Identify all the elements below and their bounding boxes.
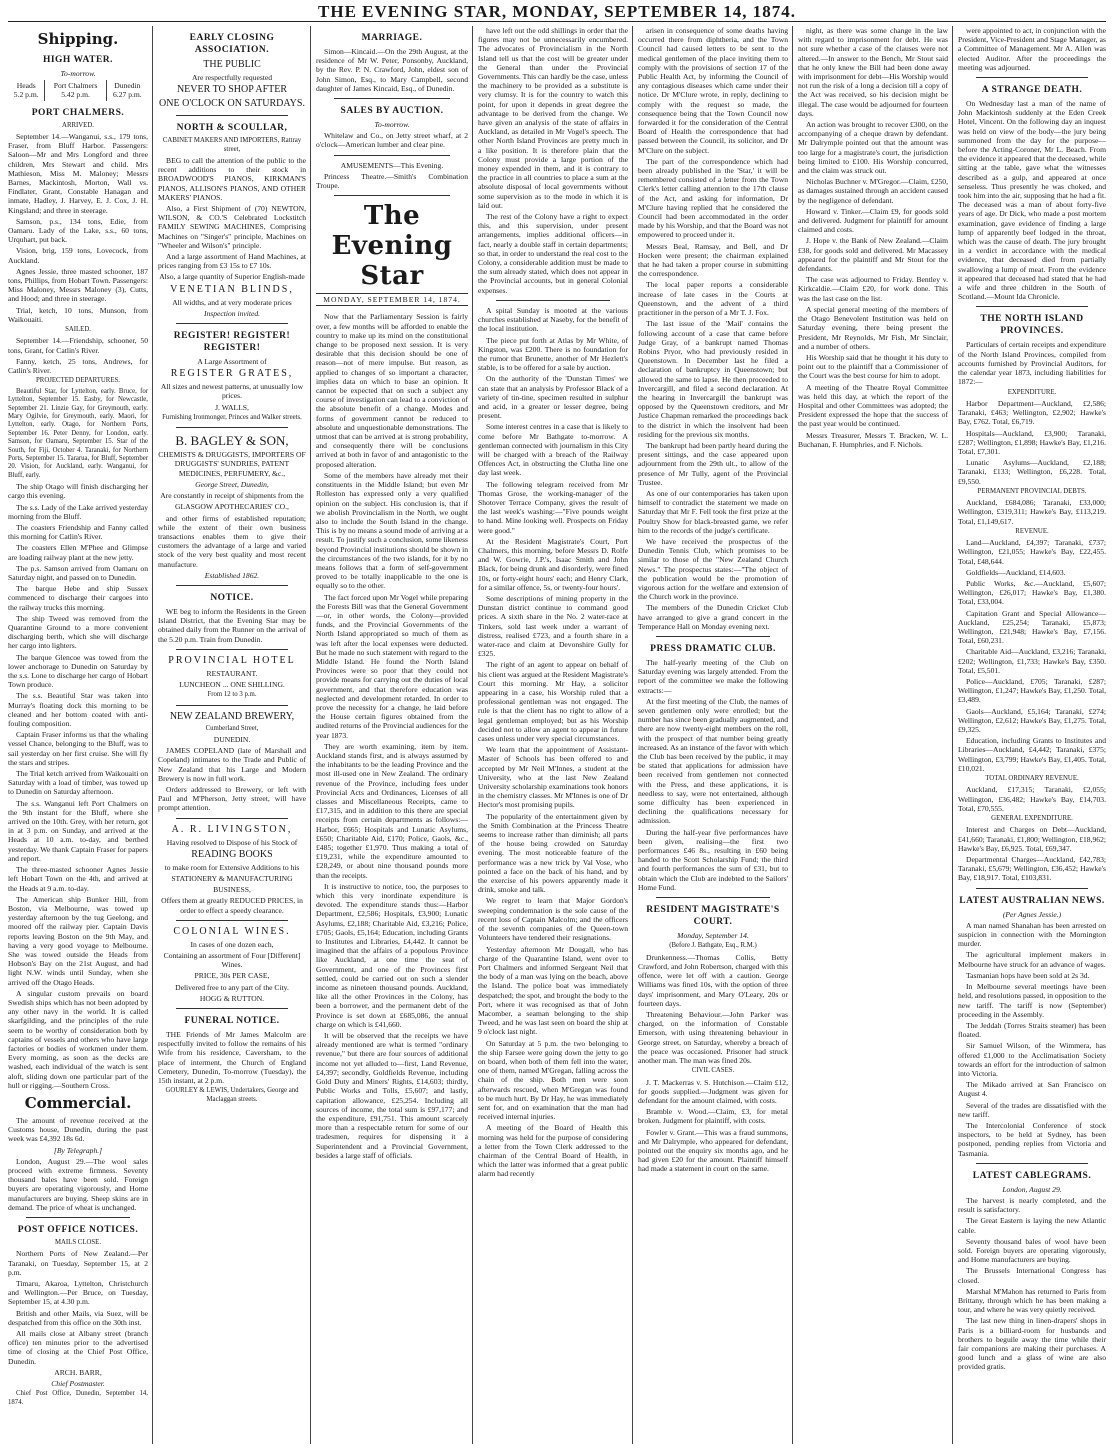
hw-port-chalmers: Port Chalmers 5.42 p.m.: [45, 80, 106, 100]
news-item: The popularity of the entertainment given by the Smith Combination at the Princess Theatre seems to increase rather than diminish; all parts of the house being crowded on Saturday evening. The most noticeable feature of the performance was a new trick by Val Vose, who pointed a face on the back of his hand, and by the exercise of his powers apparently made it drink, smoke and talk.: [478, 811, 628, 895]
arrival-entry: Vision, brig, 159 tons, Lovecock, from Auckland.: [8, 246, 148, 265]
editorial-paragraph: It will be observed that the receipts we have already mentioned are what is termed "ordinary revenue," but there are four sources of additional income not yet alluded to—first, Land Revenue, £4,397; secondly, Goldfields Revenue, including Gold Duty and Miners' Rights, £14,603; thirdly, Public Works and Tolls, £5,607; and lastly, capitation allowance, £25,254. Including all sources of income, the total sum is £97,177; and the expenditure, £91,751. This amount scarcely more than a respectable return for some of our tradesmen, requires for dispensing it a Superintendent and a Provincial Government, besides a large staff of officials.: [316, 1031, 468, 1160]
news-item: A meeting of the Theatre Royal Committee was held this day, at which the report of the Hospital and other Committees was adopted; the President expressed the hope that the success of the past year would be continued.: [798, 382, 948, 429]
news-item: The following telegram received from Mr Thomas Grose, the working-manager of the Shotover Terrace Company, gives the result of the last week's washing:—"Five pounds weight to hand. Mine looking well. Prospects on Friday were good.": [478, 479, 628, 535]
telegraph-label: [By Telegraph.]: [53, 1145, 103, 1155]
north-island-entry: Harbor Department—Auckland, £2,586; Taranaki, £463; Wellington, £2,902; Hawke's Bay, £762. Total, £6,719.: [958, 398, 1106, 427]
shipping-news-item: The barque Glencoe was towed from the lower anchorage to Dunedin on Saturday by the s.s. Lone to discharge her cargo of Hobart Town produce.: [8, 652, 148, 690]
ad-body: BUSINESS,: [213, 885, 251, 895]
arrival-entry: Trial, ketch, 10 tons, Munson, from Waikouaiti.: [8, 305, 148, 324]
divider: [176, 1008, 288, 1009]
north-island-entry: Auckland, £17,315; Taranaki, £2,055; Wellington, £36,482; Hawke's Bay, £14,703. Total, £70,555.: [958, 785, 1106, 813]
divider: [334, 195, 450, 196]
divider: [176, 323, 288, 324]
north-island-entry: Departmental Charges—Auckland, £42,783; Taranaki, £5,679; Wellington, £36,452; Hawke's Bay, £18,917. Total, £103,831.: [958, 855, 1106, 883]
register-grates: REGISTER GRATES,: [170, 368, 294, 380]
postmaster-title: Chief Postmaster.: [51, 1379, 105, 1389]
ad-body: In cases of one dozen each,: [190, 939, 274, 949]
shipping-news-item: Captain Fraser informs us that the whaling vessel Chance, belonging to the Bluff, was to sail yesterday on her first cruise. She will fly the stars and stripes.: [8, 730, 148, 767]
column-7: [958, 26, 1106, 1444]
court-case: Fowler v. Grant.—This was a fraud summons, and Mr Dalrymple, who appeared for defendant, pointed out the enquiry six months ago, and he had given £20 for the amount. Plaintiff himself had made a statement in court on the same.: [638, 1127, 788, 1174]
port-chalmers-title: PORT CHALMERS.: [31, 107, 125, 118]
north-island-entry: Goldfields—Auckland, £14,603.: [966, 567, 1066, 577]
sales-item: Whitelaw and Co., on Jetty street wharf, at 2 o'clock—American lumber and clear pine.: [316, 131, 468, 150]
news-item: were appointed to act, in conjunction with the President, Vice-President and Stage Manager, as a Committee of Management. Mr A. Allen was elected Auditor. After the proceedings the meeting was adjourned.: [958, 26, 1106, 72]
ad-signature: J. WALLS,: [215, 402, 249, 412]
divider: [176, 115, 288, 116]
north-island-entry: Education, including Grants to Institutes and Libraries—Auckland, £4,442; Taranaki, £375; Wellington, £3,799; Hawke's Bay, £1,405. Total, £10,021.: [958, 736, 1106, 773]
north-island-entry: Hospitals—Auckland, £3,900; Taranaki, £287; Wellington, £1,898; Hawke's Bay, £1,216. Total, £7,301.: [958, 428, 1106, 456]
divider: [176, 649, 288, 650]
divider: [976, 306, 1088, 307]
court-case: J. Hope v. the Bank of New Zealand.—Claim £38, for goods sold and delivered. Mr Macassey appeared for the plaintiff and Mr Stout for the defendants.: [798, 236, 948, 274]
court-case: Howard v. Tinker.—Claim £9, for goods sold and delivered. Judgment for plaintiff for amount claimed and costs.: [798, 206, 948, 235]
north-island-entry: Charitable Aid—Auckland, £3,216; Taranaki, £202; Wellington, £1,733; Hawke's Bay, £350. Total, £5,501.: [958, 647, 1106, 675]
cablegram-item: Seventy thousand bales of wool have been sold. Foreign buyers are operating vigorously, and Home manufacturers are buying.: [958, 1236, 1106, 1265]
divider: [176, 427, 288, 428]
news-item: We regret to learn that Major Gordon's sweeping condemnation is the sole cause of the recent loss of Captain Malcolm; and the officers of the seventh companies of the Queen-town Volunteers have tendered their resignations.: [478, 896, 628, 943]
divider: [176, 920, 288, 921]
shipping-news-item: The s.s. Beautiful Star was taken into Murray's floating dock this morning to be cleaned and her bottom coated with anti-fouling composition.: [8, 691, 148, 729]
australian-news-item: The agricultural implement makers in Melbourne have struck for an advance of wages.: [958, 950, 1106, 969]
north-scoullar-subtitle: CABINET MAKERS AND IMPORTERS, Rattray street,: [162, 137, 302, 153]
ad-body: All widths, and at very moderate prices: [172, 297, 292, 307]
column-rule: [152, 26, 153, 1444]
high-water-table: [8, 80, 148, 100]
cablegram-item: The Great Eastern is laying the new Atlantic cable.: [958, 1216, 1106, 1235]
ad-body: WE beg to inform the Residents in the Green Island District, that the Evening Star may be obtained daily from the Runner on the arrival of the 5.20 p.m. Train from Dunedin.: [158, 606, 306, 644]
news-item: We have received the prospectus of the Dunedin Tennis Club, which promises to be similar to those of the "New Zealand Church News." The prospectus states:—"The object of the publication would be the promotion of vigorous action for the welfare and extension of the Church work in the province.: [638, 536, 788, 602]
sales-title: SALES BY AUCTION.: [340, 106, 444, 117]
shipping-news-item: The ship Otago will finish discharging her cargo this evening.: [8, 482, 148, 501]
projected-departures: Beautiful Star, for Lyttelton, early. Bruce, for Lyttelton, September 15. Easby, for Newcastle, September 21. Linzie Gay, for Greymouth, early. Mary Ogilvie, for Greymouth, early. Maori, for Lyttelton, early. Otago, for Northern Ports, September 16. Peter Denny, for London, early. Samson, for Oamaru, September 15. Star of the South, for Fiji, October 4. Taranaki, for Northern Ports, September 15. Tararua, for Bluff, September 20. Vision, for Auckland, early. Wanganui, for Bluff, early.: [8, 387, 148, 479]
ad-body: Orders addressed to Brewery, or left with Paul and M'Pherson, Jetty street, will have prompt attention.: [158, 784, 306, 813]
ad-body: GLASGOW APOTHECARIES' CO.,: [175, 502, 289, 512]
cablegrams-dateline: London, August 29.: [1002, 1184, 1062, 1194]
register-title: REGISTER! REGISTER! REGISTER!: [173, 331, 291, 354]
court-case: An action was brought to recover £300, on the accompanying of a cheque drawn by defendant. Mr Dalrymple pointed out that the amount was too large for a magistrate's court, the jurisdiction being limited to £100. His Worship concurred, and the claim was struck out.: [798, 120, 948, 176]
divider: [176, 585, 288, 586]
sailing-entry: September 14.—Friendship, schooner, 50 tons, Grant, for Catlin's River.: [8, 336, 148, 355]
news-item: We learn that the appointment of Assistant-Master of Schools has been offered to and accepted by Mr Neil M'Innes, a student at the University, who at the last New Zealand University scholarship examinations took honors in the chemistry classes. Mr M'Innes is one of Dr Hector's most promising pupils.: [478, 745, 628, 810]
editorial-paragraph: The rest of the Colony have a right to expect this, and this supervision, under present arrangements, implies additional officers—in fact, nearly a double staff in certain departments; so that, in order to understand the real cost to the Colony, a considerable addition must be made to the sum already stated, which does not appear in the Provincial accounts, but in general Colonial expenses.: [478, 212, 628, 295]
news-item: A special general meeting of the members of the Otago Benevolent Institution was held on Saturday evening, there being present the President, Mr Reynolds, Mr Fish, Mr Sinclair, and a number of others.: [798, 304, 948, 351]
arrival-entry: Agnes Jessie, three masted schooner, 187 tons, Phillips, from Hobart Town. Passengers: Miss Maloney, Messrs Maloney (3), Cutts, and Hood; and three in steerage.: [8, 266, 148, 304]
early-closing-line: ONE O'CLOCK ON SATURDAYS.: [159, 98, 305, 110]
arrived-label: ARRIVED.: [62, 121, 94, 129]
post-notice: British and other Mails, via Suez, will be despatched from this office on the 30th inst.: [8, 1308, 148, 1327]
australian-news-item: In Melbourne several meetings have been held, and resolutions passed, in opposition to the new tariff. The tariff is now (September) proceeding in the Assembly.: [958, 982, 1106, 1019]
news-item: The part of the correspondence which had been already published in the 'Star,' it will be remembered consisted of a letter from the Town Clerk's letter calling attention to the 17th clause of the Act, and asking for information, Dr M'Clure having replied that he considered the Council had been accommodated in the order made by his Worship, and that the Board was not empowered to proceed under it.: [638, 156, 788, 240]
court-case: Bramble v. Wood.—Claim, £3, for metal broken. Judgment for plaintiff, with costs.: [638, 1107, 788, 1126]
divider: [976, 1163, 1088, 1164]
news-item: Messrs Beal, Ramsay, and Bell, and Dr Hocken were present; the chairman explained that he had taken a proper course in submitting the correspondence.: [638, 241, 788, 279]
shipping-news-item: The s.s. Lady of the Lake arrived yesterday morning from the Bluff.: [8, 502, 148, 521]
north-island-section: GENERAL EXPENDITURE.: [991, 815, 1073, 823]
news-item: As one of our contemporaries has taken upon himself to contradict the statement we made on Saturday that Mr F. Fell took the first prize at the Poultry Show for black-breasted game, we refer him to the records of the judge's certificate.: [638, 488, 788, 535]
column-2: [158, 26, 306, 1444]
editorial-paragraph: Some of the members have already met their constituents in the Middle Island; but even Mr Rolleston has expressed only a very qualified opinion on the subject. His conclusion is, that if we abolish Provincialism in the North, we ought also to include the South Island in the change. This is by no means a sound mode of arriving at a result. To justify such a conclusion, some likeness beyond Provincial institutions should be shown in the circumstances of the two islands, for it by no means follows that a form of self-government proved to be totally inapplicable to the one is equally so to the other.: [316, 470, 468, 591]
north-island-section: TOTAL ORDINARY REVENUE.: [985, 775, 1079, 783]
postmaster-name: ARCH. BARR,: [54, 1367, 102, 1377]
editorial-dateline: MONDAY, SEPTEMBER 14, 1874.: [316, 293, 468, 306]
amusements-item: Princess Theatre.—Smith's Combination Troupe.: [316, 171, 468, 191]
court-case: Threatening Behaviour.—John Parker was charged, on the information of Constable Emerson, with using threatening behaviour in George street, on Saturday, whereby a breach of the peace was occasioned. Prisoner had struck another man. The man was fined 20s.: [638, 1009, 788, 1065]
news-item: Some descriptions of mining property in the Dunstan district continue to command good prices. A sixth share in the No. 2 water-race at Tinkers, sold last week under a warrant of distress, realised £723, and a fourth share in a water-race and claim at Devonshire Gully for £325.: [478, 593, 628, 659]
court-case: night, as there was some change in the law with regard to imprisonment for debt. He was not sure whether a case of the clauses were not altered.—In answer to the Bench, Mr Stout said that he only knew the Bill had been done away with imprisonment for debt—His Worship would not run the risk of a long a decision till a copy of the Act was received, so his decision might be illegal. The case would be adjourned for fourteen days.: [798, 26, 948, 118]
shipping-news-item: The coasters Friendship and Fanny called this morning for Catlin's River.: [8, 522, 148, 542]
column-6: [798, 26, 948, 1444]
ad-body: Containing an assortment of Four [Different] Wines.: [163, 951, 301, 970]
divider: [656, 897, 770, 898]
news-item: On the authority of the 'Dunstan Times' we can state that an analysis by Professor Black of a variety of tin-tine, specimen resulted in sulphur and acid, in a greater or lesser degree, being present.: [478, 374, 628, 421]
news-item: A spital Sunday is mooted at the various churches established at Naseby, for the benefit of the local institution.: [478, 305, 628, 334]
ad-body: LUNCHEON ... ONE SHILLING.: [179, 679, 285, 689]
hw-heads: Heads 5.2 p.m.: [13, 81, 39, 100]
editorial-paragraph: The fact forced upon Mr Vogel while preparing the Forests Bill was that the General Government—or, in other words, the Colony—provided funds, and the Provincial Governments of the North Island appropriated so much of them as was left after the local expenses were deducted. But he made no such statement with regard to the Middle Island. He found the North Island Provinces were so poor that they could not provide means for carrying out the duties of local government, and that therefore education was neglected and development retarded. In order to prove the necessity for a change, he laid before the House certain figures obtained from the audited returns of the Provincial audiences for the year 1873.: [316, 592, 468, 740]
ad-body: DUNEDIN.: [213, 734, 251, 744]
cablegram-item: The last new thing in linen-drapers' shops in Paris is a billiard-room for husbands and brothers to beguile away the time while their fair companions are making their purchases. A good lunch and a glass of wine are also provided gratis.: [958, 1316, 1106, 1372]
hotel-title: PROVINCIAL HOTEL: [168, 654, 296, 666]
divider: [656, 636, 770, 637]
news-item: Yesterday afternoon Mr Dougall, who has charge of the Quarantine Island, went over to Port Chalmers and informed Sergeant Neil that the body of a man was lying on the beach, above the Island. The police boat was immediately despatched; the spot, and brought the body to the Port, where it was recognised as that of John Macomber, a seaman belonging to the ship Tweed, and he was last seen on board the ship at 9 o'clock last night.: [478, 944, 628, 1037]
column-1: [8, 26, 148, 1444]
page-header: [0, 0, 1114, 22]
shipping-news-item: The ship Tweed was removed from the Quarantine Ground to a more convenient discharging berth, which she will discharge her cargo into lighters.: [8, 613, 148, 651]
early-closing-line: NEVER TO SHOP AFTER: [176, 84, 288, 96]
news-item: The bankrupt had been partly heard during the present sittings, and the case appeared upon adjournment from the 29th ult., to allow of the presence of Mr Tully, agent of the Provincial Trustee.: [638, 440, 788, 487]
north-island-entry: Public Works, &c.—Auckland, £5,607; Wellington, £26,017; Hawke's Bay, £1,380. Total, £33,004.: [958, 578, 1106, 607]
divider: [496, 300, 610, 301]
ad-body: Having resolved to Dispose of his Stock of: [166, 837, 298, 847]
venetian-blinds: VENETIAN BLINDS,: [170, 283, 294, 295]
arrival-entry: Samson, p.s., 134 tons, Edie, from Oamaru. Lady of the Lake, s.s., 60 tons, Urquhart, put back.: [8, 216, 148, 245]
ad-signature: GOURLEY & LEWIS, Undertakers, George and Maclaggan streets.: [165, 1087, 299, 1103]
projected-departures-label: PROJECTED DEPARTURES.: [36, 377, 120, 385]
high-water-title: HIGH WATER.: [42, 55, 114, 65]
marriage-notice: Simon—Kincaid.—On the 29th August, at the residence of Mr W. Peter, Ponsonby, Auckland, by the Rev. P. N. Crawford, John, eldest son of John Simon, Esq., to Mary Campbell, second daughter of James Kincaid, Esq., of Dunedin.: [316, 47, 468, 93]
north-island-section: PERMANENT PROVINCIAL DEBTS.: [977, 487, 1087, 495]
rm-court-title: RESIDENT MAGISTRATE'S COURT.: [646, 905, 780, 928]
livingston-title: A. R. LIVINGSTON,: [171, 823, 293, 835]
australian-news-item: The Mikado arrived at San Francisco on August 4.: [958, 1080, 1106, 1099]
rm-court-date: Monday, September 14.: [677, 931, 749, 941]
ad-body: Are constantly in receipt of shipments from the: [160, 491, 304, 501]
news-item: His Worship said that he thought it his duty to point out to the plaintiff that a Commissioner of the Court was the best course for him to adopt.: [798, 352, 948, 381]
news-item: The local paper reports a considerable increase of late cases in the Courts at Queenstown, and the advent of a third practitioner in the person of a Mr T. J. Fox.: [638, 280, 788, 318]
strange-death-body: On Wednesday last a man of the name of John Mackintosh suddenly at the Eden Creek Hotel, Vincent. On the following day an inquest was held on view of the body—the jury being summoned from the day for the purpose—before the Acting-Coroner, Mr L. Beach. From the evidence it appeared that the deceased, while sitting at the table, gave what the witnesses described as a gulp, and appeared at once senseless. Thus presently he was choked, and took him into the air, supposing that he had a fit. The deceased was a man of about forty-five years of age. Dr Dick, who made a post mortem examination, gave evidence of finding a large lump of apparently beef lodged in the throat, which was the cause of death. The jury brought in a verdict in accordance with the medical evidence, that deceased died from partially swallowing a lump of meat. From the evidence it appeared that deceased had stated that he had a wife and three children in the South of Scotland.—Mount Ida Chronicle.: [958, 99, 1106, 302]
cablegram-item: The Brussels International Congress has closed.: [958, 1266, 1106, 1285]
post-notice: Northern Ports of New Zealand.—Per Taranaki, on Tuesday, September 15, at 2 p.m.: [8, 1249, 148, 1277]
wines-title: COLONIAL WINES.: [173, 925, 291, 937]
australian-news-item: Sir Samuel Wilson, of the Wimmera, has offered £1,000 to the Acclimatisation Society towards an effort for the introduction of salmon into Victoria.: [958, 1041, 1106, 1078]
north-island-entry: Lunatic Asylums—Auckland, £2,188; Taranaki, £133; Wellington, £6,228. Total, £9,550.: [958, 458, 1106, 486]
ad-body: RESTAURANT.: [206, 668, 258, 678]
ad-body: A Large Assortment of: [197, 357, 267, 367]
ad-body: and other firms of established reputation; while the extent of their own business transactions enables them to give their customers the advantage of a large and varied stock of the very best quality and most recent manufacture.: [158, 513, 306, 569]
ad-signature: Furnishing Ironmonger, Princes and Walker streets.: [162, 413, 302, 421]
ad-body: THE Friends of Mr James Malcolm are respectfully invited to follow the remains of his Wife from his residence, Caversham, to the place of interment, the Church of England Cemetery, Dunedin, To-morrow (Tuesday), the 15th instant, at 2 p.m.: [158, 1030, 306, 1086]
court-case: Nicholas Buchner v. M'Gregor.—Claim, £250, as damages sustained through an accident caused by the negligence of defendant.: [798, 177, 948, 205]
shipping-news-item: The p.s. Samson arrived from Oamaru on Saturday night, and passed on to Dunedin.: [8, 563, 148, 582]
ad-body: Inspection invited.: [203, 308, 261, 318]
editorial-paragraph: have left out the odd shillings in order that the figures may not be unnecessarily encumbered. The advocates of Provincialism in the North Island tell us that the cost will be greater under the General than under the Provincial Governments. This can hardly be the case, unless the machinery to be provided as a substitute is very clumsy. It is for the country to watch this point, for upon it depends in great degree the advantage to be derived from the change. We have given an analysis of the state of affairs in Auckland, as detailed in Mr Vogel's speech. The other North Island Provinces are pretty much in a like position. It is therefore plain that the Colony must provide a large portion of the money expended in them, and it is contrary to the practice in all countries to place a sum at the absolute disposal of local governments without some supervision as to the mode in which it is laid out.: [478, 26, 628, 210]
north-island-entry: Gaols—Auckland, £5,164; Taranaki, £274; Wellington, £2,612; Hawke's Bay, £1,275. Total, £9,325.: [958, 706, 1106, 735]
evening-star-masthead: The Evening Star: [331, 201, 453, 292]
shipping-news-item: The barque Hebe and ship Sussex commenced to discharge their cargoes into the railway trucks this morning.: [8, 584, 148, 612]
column-rule: [792, 26, 793, 1444]
divider: [976, 888, 1088, 889]
post-office-title: POST OFFICE NOTICES.: [17, 1225, 139, 1235]
mails-close-label: MAILS CLOSE.: [54, 1239, 102, 1246]
column-rule: [472, 26, 473, 1444]
arrival-entry: September 14.—Wanganui, s.s., 179 tons, Fraser, from Bluff Harbor. Passengers: Saloon—Mr and Mrs Longford and three children, Mrs Stewart and child. Mrs Mathieson, Miss M. Maloney; Messrs Barnes, Mackintosh, Morton, Wall vs. Findlater, Grant, Constable Hanagan and inmate, Hadley, J. Harvey, E. J. Cox, J. H. Kingsland; and three in steerage.: [8, 132, 148, 215]
court-case: The case was adjourned to Friday. Bentley v. Kirkcaldie.—Claim £20, for work done. This was the last case on the list.: [798, 275, 948, 303]
australian-news-item: The Intercolonial Conference of stock inspectors, to be held at Sydney, has been postponed, pending replies from Victoria and Tasmania.: [958, 1120, 1106, 1158]
amusements-title: AMUSEMENTS—This Evening.: [340, 160, 444, 170]
court-case: Drunkenness.—Thomas Collis, Betty Crawford, and John Robertson, charged with this offence, were let off with a caution. George Williams was fined 10s, with the option of three days' imprisonment, and Mary O'Leary, 20s or fourteen days.: [638, 952, 788, 1008]
press-paragraph: During the half-year five performances have been given, realising—the first two performances £46 8s., resulting in £60 being handed to the Scott Scholarship Fund; the third and fourth performances the sum of £31, but to obtain which the Club are indebted to the Sailors' Home Fund.: [638, 827, 788, 892]
ad-body: PRICE, 30s PER CASE,: [194, 971, 270, 981]
news-item: At the Resident Magistrate's Court, Port Chalmers, this morning, before Messrs D. Rolfe and W. Gowrie, J.P.'s, Isaac Smith and John Black, for being drunk and disorderly, were fined 10s, or forty-eight hours' each; and Henry Clark, for a similar offence, 5s, or twenty-four hours'.: [478, 536, 628, 592]
sales-subtitle: To-morrow.: [374, 120, 410, 130]
early-closing-title: EARLY CLOSING ASSOCIATION.: [189, 33, 275, 55]
north-island-section: EXPENDITURE.: [1007, 388, 1057, 396]
ad-body: George Street, Dunedin,: [195, 479, 269, 489]
commercial-item: London, August 29.—The wool sales proceed with extreme firmness. Seventy thousand bales have been sold. Foreign buyers are operating vigorously, and Home manufacturers are buying. Sheep skins are in demand. The price of wheat is unchanged.: [8, 1156, 148, 1212]
bagley-title: B. BAGLEY & SON,: [175, 433, 289, 449]
post-notice: Timaru, Akaroa, Lyttelton, Christchurch and Wellington.—Per Bruce, on Tuesday, September 15, at 4.30 p.m.: [8, 1279, 148, 1307]
press-paragraph: At the first meeting of the Club, the names of seven gentlemen only were enrolled; but the number has since been gradually augmented, and there are now twenty-eight members on the roll, with the prospect of that number being greatly increased. As an instance of the favor with which the Club has been received by the public, it may be stated that applications for admission have been received from gentlemen not connected with the Press, and these applications, it is needless to say, were not entertained, although some difficulty has been experienced in declining the qualifications necessary for admission.: [638, 696, 788, 826]
civil-cases-label: CIVIL CASES.: [691, 1067, 735, 1075]
australian-news-title: LATEST AUSTRALIAN NEWS.: [959, 895, 1105, 906]
divider: [334, 155, 450, 156]
editorial-paragraph: It is instructive to notice, too, the purposes to which this very inordinate expenditure is devoted. The expenditure stands thus:—Harbor Department, £2,586; Hospitals, £3,900; Lunatic Asylums, £2,188; Charitable Aid, £3,216; Police, £705; Gaols, £5,164; Education, including Grants to Institutes and Libraries, £4,442. It cannot be imagined that the affairs of a populous Province like Auckland, at one time the seat of Government, and one of the Provinces first settled, could be carried out on such a slender income as nineteen thousand pounds. Auckland, like all the other Provinces in the Colony, has been a borrower, and the permanent debt of the Province is set down at £685,086, the annual charge on which is £41,660.: [316, 881, 468, 1029]
north-island-section: REVENUE.: [1015, 527, 1049, 535]
divider: [176, 705, 288, 706]
news-item: The last issue of the 'Mail' contains the following account of a case that came before Judge Gray, of a bankrupt named Thomas Robins Pryor, who had previously resided in Queenstown. In December last he filed a declaration of bankruptcy in Queenstown; but allowed the same to lapse. He then proceeded to Invercargill, and filed a second declaration. At the hearing in Invercargill the bankrupt was opposed by the Queenstown creditors, and Mr Justice Chapman remarked the proceedings back to the district in which the insolvent had been residing for the previous six months.: [638, 319, 788, 439]
ad-signature: HOGG & RUTTON.: [199, 993, 265, 1003]
commercial-item: The amount of revenue received at the Customs house, Dunedin, during the past week was £4,392 18s 6d.: [8, 1115, 148, 1144]
news-item: Some interest centres in a case that is likely to come before Mr Bathgate to-morrow. A gentleman connected with journalism in this City will be charged with a breach of the Railway Offences Act, in obstructing the Clutha line one day last week.: [478, 422, 628, 478]
column-5: [638, 26, 788, 1444]
australian-news-item: The Jeddah (Torres Straits steamer) has been floated.: [958, 1020, 1106, 1040]
cablegram-item: The harvest is nearly completed, and the result is satisfactory.: [958, 1195, 1106, 1215]
ad-body: All sizes and newest patterns, at unusually low prices.: [160, 382, 304, 401]
cablegram-item: Marshal M'Mahon has returned to Paris from Brittany, through which he has been making a tour, and where he was very quietly received.: [958, 1286, 1106, 1315]
australian-news-subtitle: (Per Agnes Jessie.): [1002, 909, 1062, 919]
brewery-title: NEW ZEALAND BREWERY,: [169, 710, 295, 722]
editorial-paragraph: Now that the Parliamentary Session is fairly over, a few months will be afforded to enable the country to make up its mind on the constitutional change to be proposed next session. It is very desirable that this decision should be one of reason—not of mere impulse. But reason, as applied to changes of so important a character, implies data on which to base an opinion. It cannot be expected that on such a subject any course of investigation can lead to a conviction of the absolute benefit of a change. Modes and forms of government cannot be reduced to absolute and unquestionable demonstrations. The utmost that can be arrived at is strong probability, and consequently there will be conclusions arrived at both in favor of and antagonistic to the proposed alteration.: [316, 312, 468, 469]
column-3: [316, 26, 468, 1444]
early-closing-line: Are respectfully requested: [191, 73, 273, 82]
header-rule: [8, 21, 1106, 22]
post-notice: All mails close at Albany street (branch office) ten minutes prior to the advertised time of closing at the Chief Post Office, Dunedin.: [8, 1329, 148, 1366]
rm-court-before: (Before J. Bathgate, Esq., R.M.): [669, 942, 757, 950]
post-office-date: Chief Post Office, Dunedin, September 14, 1874.: [8, 1390, 148, 1406]
ad-body: Also, a large quantity of Superior English-made: [159, 272, 305, 282]
divider: [176, 818, 288, 819]
funeral-title: FUNERAL NOTICE.: [184, 1016, 280, 1027]
divider: [976, 77, 1088, 78]
ad-body: Established 1862.: [204, 570, 260, 580]
commercial-heading: Commercial.: [24, 1093, 132, 1112]
north-island-intro: Particulars of certain receipts and expenditure of the North Island Provinces, compiled from accounts furnished by Provincial Auditors, for the calendar year 1873, including liabilities for 1872:—: [958, 340, 1106, 387]
ad-body: JAMES COPELAND (late of Marshall and Copeland) intimates to the Trade and Public of New Zealand that his Large and Modern Brewery is now in full work.: [158, 746, 306, 783]
ad-body: Also, a First Shipment of (70) NEWTON, WILSON, & CO.'S Celebrated Lockstitch FAMILY SEWING MACHINES, Comprising Machines on "Singer's" principle, Machines on "Wheeler and Wilson's" principle.: [158, 204, 306, 250]
ad-body: CHEMISTS & DRUGGISTS, IMPORTERS OF DRUGGISTS' SUNDRIES, PATENT MEDICINES, PERFUMERY, &c.,: [158, 450, 306, 478]
ad-body: Offers them at greatly REDUCED PRICES, in order to effect a speedy clearance.: [161, 896, 303, 915]
news-item: The members of the Dunedin Cricket Club have arranged to give a grand concert in the Temperance Hall on Monday evening next.: [638, 603, 788, 631]
news-item: A meeting of the Board of Health this morning was held for the purpose of considering a letter from the Town Clerk addressed to the chairman of the Central Board of Health, in which the latter was informed that a great public alarm had recently: [478, 1123, 628, 1179]
cablegrams-title: LATEST CABLEGRAMS.: [972, 1170, 1092, 1181]
editorial-paragraph: They are worth examining, item by item. Auckland stands first, and is always assumed by the inhabitants to be the leading Province and the most ill-used one in New Zealand. The ordinary revenue of the Province, including fees under Provincial Acts and Ordinances, Licenses of all classes and Miscellaneous Receipts, came to £17,315, and in addition to this there are special receipts from certain departments as follows:—Harbor, £665; Hospitals and Lunatic Asylums, £650; Charitable Aid, £170; Police, Gaols, &c., £485; together £1,970. Thus making a total of £19,231, while the expenditure amounted to £28,249, or about nine thousand pounds more than the receipts.: [316, 741, 468, 880]
early-closing-line: THE PUBLIC: [203, 59, 261, 70]
news-item: Messrs Treasurer, Messrs T. Bracken, W. L. Buchanan, F. Humphries, and F. Nichols.: [798, 430, 948, 449]
hw-dunedin: Dunedin 6.27 p.m.: [106, 80, 148, 100]
news-item: The piece put forth at Atlas by Mr White, of Kingston, was £200. There is no foundation for the rumor that Brunette, another of Mr Hezlett's stable, is to be offered for a sale by auction.: [478, 335, 628, 373]
page-title: THE EVENING STAR, MONDAY, SEPTEMBER 14, 1874.: [318, 2, 796, 21]
press-dramatic-title: PRESS DRAMATIC CLUB.: [650, 644, 776, 654]
north-island-entry: Capitation Grant and Special Allowance—Auckland, £25,254; Taranaki, £5,873; Wellington, £21,948; Hawke's Bay, £7,156. Total, £60,231.: [958, 608, 1106, 646]
press-paragraph: The half-yearly meeting of the Club on Saturday evening was largely attended. From the report of the committee we make the following extracts:—: [638, 658, 788, 695]
news-item: On Saturday at 5 p.m. the two belonging to the ship Farsee were going down the jetty to go on board, when both of them fell into the water, one of them, named M'Gregan, falling across the chain of the ship. Both men were soon afterwards rescued, when M'Gregan was found to be much hurt. By Dr Hay, he was immediately sent for, and on examination that the man had received internal injuries.: [478, 1038, 628, 1122]
australian-news-item: Several of the trades are dissatisfied with the new tariff.: [958, 1100, 1106, 1119]
ad-body: Cumberland Street,: [205, 724, 259, 732]
north-island-entry: Land—Auckland, £4,397; Taranaki, £737; Wellington, £21,055; Hawke's Bay, £22,455. Total, £48,644.: [958, 538, 1106, 566]
high-water-subtitle: To-morrow.: [60, 69, 96, 78]
ad-body: From 12 to 3 p.m.: [207, 691, 257, 699]
australian-news-item: Tasmanian hops have been sold at 2s 3d.: [966, 970, 1090, 980]
ad-body: And a large assortment of Hand Machines, at prices ranging from £3 15s to £7 10s.: [158, 252, 306, 271]
sailed-label: SAILED.: [65, 326, 91, 334]
north-island-entry: Police—Auckland, £705; Taranaki, £287; Wellington, £1,247; Hawke's Bay, £1,250. Total, £3,489.: [958, 677, 1106, 705]
shipping-news-item: A singular custom prevails on board Swedish ships which has not been adopted by any other navy in the world. It is called skarfgilding, and the principles of the rule seem to be worthy of consideration both by captains of vessels and others who have large factories or bodies of workmen under them. Every morning, as soon as the decks are washed, each individual of the watch is sent aloft, sliding down one particular part of the hull or rigging.—Southern Cross.: [8, 988, 148, 1090]
column-rule: [952, 26, 953, 1444]
column-4: [478, 26, 628, 1444]
ad-body: STATIONERY & MANUFACTURING: [171, 873, 293, 883]
north-island-title: THE NORTH ISLAND PROVINCES.: [980, 314, 1084, 337]
marriage-title: MARRIAGE.: [361, 33, 423, 43]
shipping-news-item: The three-masted schooner Agnes Jessie left Hobart Town on the 4th, and arrived at the Heads at 9 a.m. to-day.: [8, 865, 148, 893]
australian-news-item: A man named Shanahan has been arrested on suspicion in connection with the Mornington murder.: [958, 920, 1106, 949]
ad-body: to make room for Extensive Additions to his: [164, 862, 300, 872]
column-rule: [310, 26, 311, 1444]
news-item: The right of an agent to appear on behalf of his client was argued at the Resident Magistrate's Court this morning. Mr Hay, a solicitor appearing in a case, his Worship ruled that a professional gentleman was not engaged. The rule is that the client has no right to allow of a legal gentleman employed; but as his Worship decided not to allow an agent to appear in future cases unless under very special circumstances.: [478, 660, 628, 744]
divider: [26, 1217, 130, 1218]
shipping-news-item: The Trial ketch arrived from Waikouaiti on Saturday with a load of timber, was towed up to Dunedin on Saturday afternoon.: [8, 769, 148, 797]
sailing-entry: Fanny, ketch, 25 tons, Andrews, for Catlin's River.: [8, 356, 148, 376]
column-rule: [632, 26, 633, 1444]
shipping-news-item: The coasters Ellen M'Phee and Glimpse are loading railway plant at the new jetty.: [8, 543, 148, 562]
north-island-entry: Auckland, £684,086; Taranaki, £33,000; Wellington, £319,311; Hawke's Bay, £113,219. Total, £1,149,617.: [958, 498, 1106, 526]
shipping-news-item: The American ship Bunker Hill, from Boston, via Melbourne, was towed up yesterday afternoon by the tug Geelong, and moored off the railway pier. Captain Davis reports leaving Boston on the 9th May, and having a very good voyage to Melbourne. She was towed outside the Heads from Hobson's Bay on the 21st August, and had light N.W. winds until Sunday, when she arrived off the Otago Heads.: [8, 894, 148, 987]
ad-body: Delivered free to any part of the City.: [175, 982, 289, 992]
shipping-heading: Shipping.: [37, 30, 119, 48]
strange-death-title: A STRANGE DEATH.: [981, 85, 1083, 96]
north-scoullar-title: NORTH & SCOULLAR,: [176, 123, 288, 134]
court-case: J. T. Mackerras v. S. Hutchison.—Claim £12, for goods supplied.—Judgment was given for defendant for the amount claimed, with costs.: [638, 1077, 788, 1105]
ad-body: READING BOOKS: [191, 848, 273, 860]
north-island-entry: Interest and Charges on Debt—Auckland, £41,660; Taranaki, £1,800; Wellington, £18,962; Hawke's Bay, £6,925. Total, £69,347.: [958, 825, 1106, 853]
shipping-news-item: The s.s. Wanganui left Port Chalmers on the 9th instant for the Bluff, where she arrived on the 10th. Grey, with her return, got in at 3 p.m. on Sunday, and arrived at the Heads at 10 a.m. to-day, and berthed yesterday. We thank Captain Fraser for papers and report.: [8, 798, 148, 863]
notice-title: NOTICE.: [210, 592, 254, 603]
ad-body: BEG to call the attention of the public to the recent additions to their stock in BROADWOOD'S PIANOS, KIRKMAN'S PIANOS, ALLISON'S PIANOS, AND OTHER MAKERS' PIANOS.: [158, 156, 306, 202]
news-item: arisen in consequence of some deaths having occurred there from diphtheria, and the Town Council had caused letters to be sent to the medical gentlemen of the place inviting them to comply with the provisions of section 17 of the Public Health Act, by informing the Council of any contagious diseases which came under their notice. Dr M'Clure wrote, in reply, declining to comply with the request so made, the consequence being that the Town Council now forwarded it for the consideration of the Central Board of Health the correspondence that had passed between the Council, its solicitor, and Dr M'Clure on the subject.: [638, 26, 788, 155]
divider: [334, 98, 450, 99]
